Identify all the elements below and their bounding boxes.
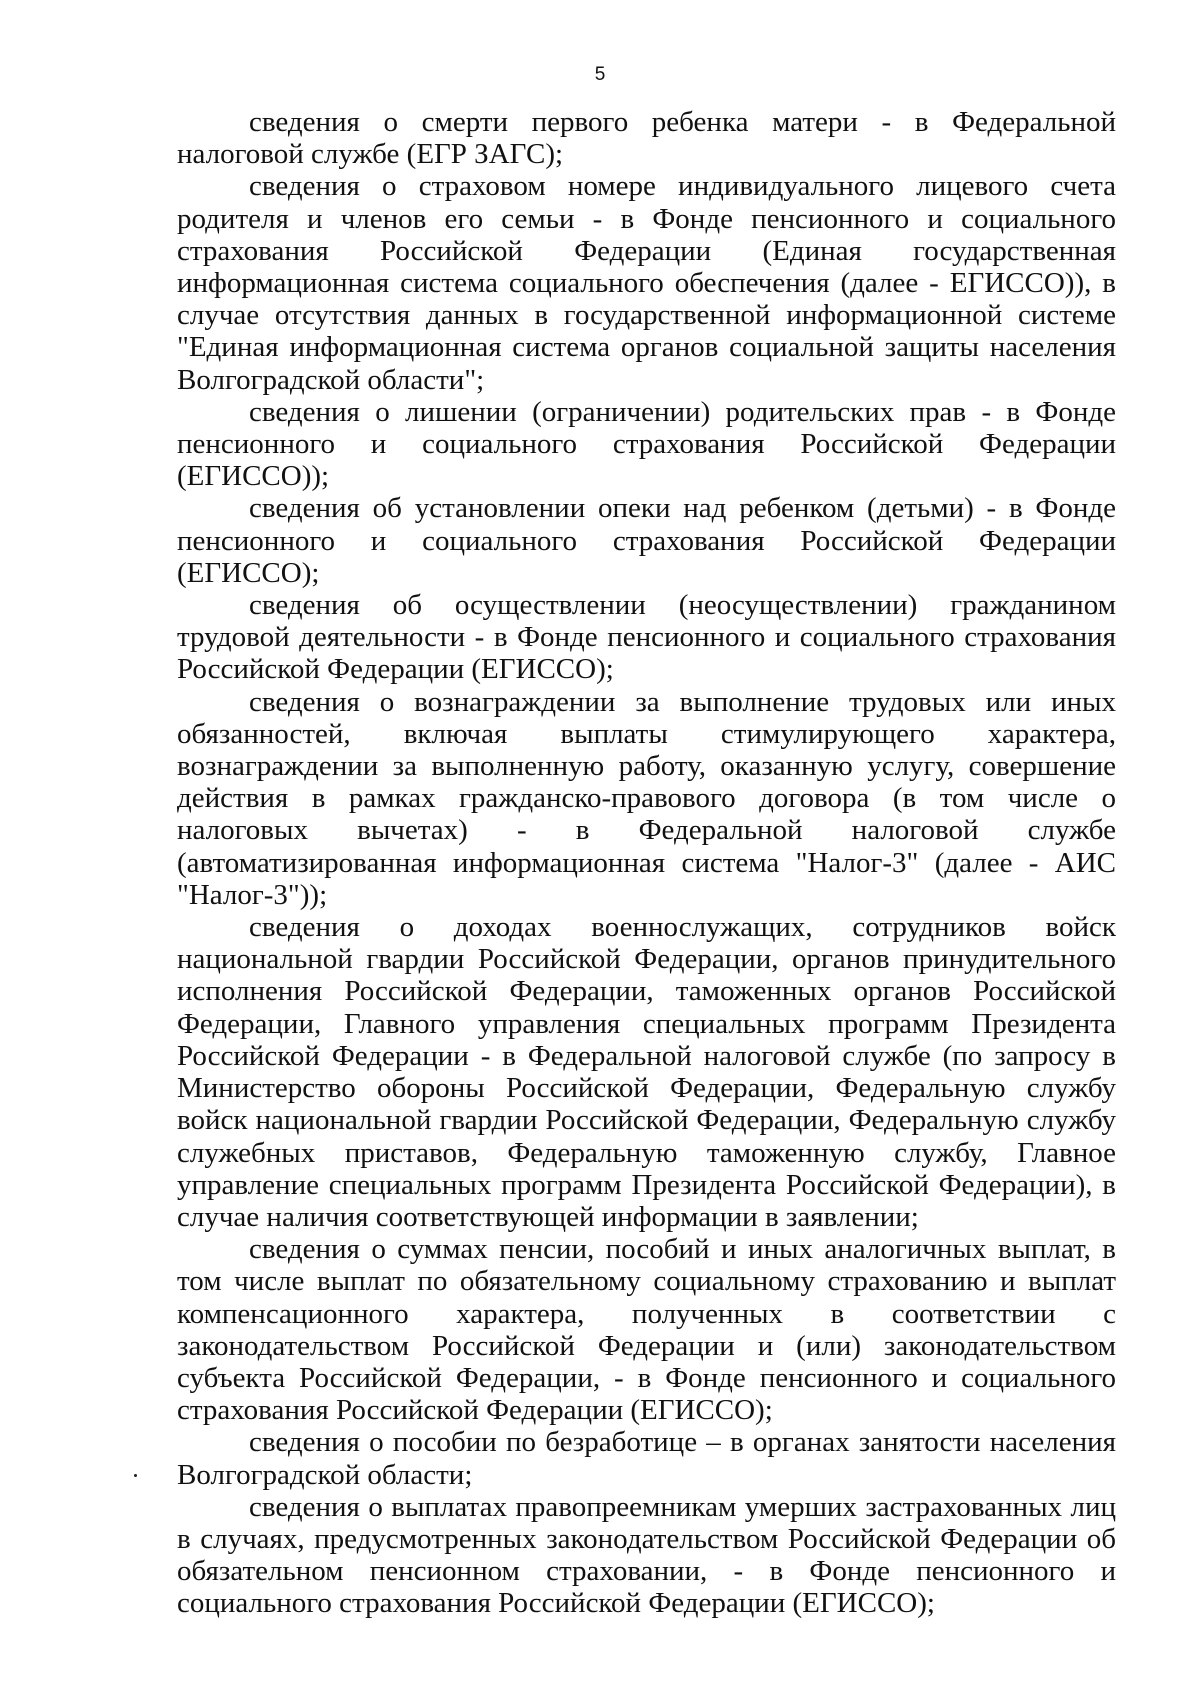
paragraph-guardianship: сведения об установлении опеки над ребенком (детьми) - в Фонде пенсионного и социального страхования Российской Федерации (ЕГИССО);: [177, 492, 1116, 589]
paragraph-employment: сведения об осуществлении (неосуществлении) гражданином трудовой деятельности - в Фонде пенсионного и социального страхования Российской Федерации (ЕГИССО);: [177, 589, 1116, 686]
page-number: 5: [594, 64, 606, 85]
paragraph-death-record: сведения о смерти первого ребенка матери - в Федеральной налоговой службе (ЕГР ЗАГС);: [177, 106, 1116, 171]
paragraph-military-income: сведения о доходах военнослужащих, сотрудников войск национальной гвардии Российской Федерации, органов принудительного исполнения Российской Федерации, таможенных органов Российской Федерации, Главного управления специальных программ Президента Российской Федерации - в Федеральной налоговой службе (по запросу в Министерство обороны Российской Федерации, Федеральную службу войск национальной гвардии Российской Федерации, Федеральную службу служебных приставов, Федеральную таможенную службу, Главное управление специальных программ Президента Российской Федерации), в случае наличия соответствующей информации в заявлении;: [177, 911, 1116, 1233]
margin-dot: [134, 1474, 137, 1477]
paragraph-unemployment: сведения о пособии по безработице – в органах занятости населения Волгоградской области;: [177, 1426, 1116, 1491]
paragraph-remuneration: сведения о вознаграждении за выполнение трудовых или иных обязанностей, включая выплаты стимулирующего характера, вознаграждении за выполненную работу, оказанную услугу, совершение действия в рамках гражданско-правового договора (в том числе о налоговых вычетах) - в Федеральной налоговой службе (автоматизированная информационная система "Налог-3" (далее - АИС "Налог-3"));: [177, 685, 1116, 911]
paragraph-snils: сведения о страховом номере индивидуального лицевого счета родителя и членов его семьи - в Фонде пенсионного и социального страхования Российской Федерации (Единая государственная информационная система социального обеспечения (далее - ЕГИССО)), в случае отсутствия данных в государственной информационной системе "Единая информационная система органов социальной защиты населения Волгоградской области";: [177, 170, 1116, 396]
paragraph-pensions-benefits: сведения о суммах пенсии, пособий и иных аналогичных выплат, в том числе выплат по обязательному социальному страхованию и выплат компенсационного характера, полученных в соответствии с законодательством Российской Федерации и (или) законодательством субъекта Российской Федерации, - в Фонде пенсионного и социального страхования Российской Федерации (ЕГИССО);: [177, 1233, 1116, 1427]
paragraph-successor-payments: сведения о выплатах правопреемникам умерших застрахованных лиц в случаях, предусмотренных законодательством Российской Федерации об обязательном пенсионном страховании, - в Фонде пенсионного и социального страхования Российской Федерации (ЕГИССО);: [177, 1490, 1116, 1620]
paragraph-parental-rights: сведения о лишении (ограничении) родительских прав - в Фонде пенсионного и социального страхования Российской Федерации (ЕГИССО));: [177, 395, 1116, 493]
document-body: [177, 106, 1116, 1620]
